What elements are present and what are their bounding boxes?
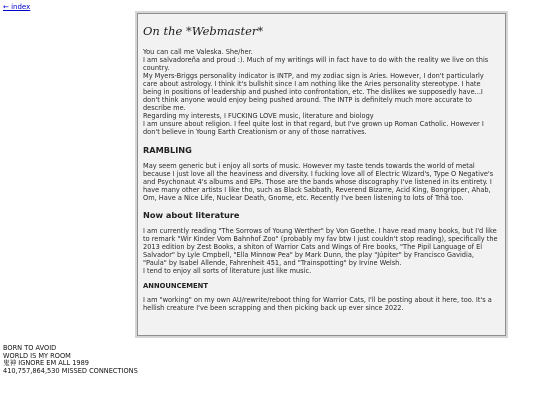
intro-line: I am unsure about religion. I feel quite lost in that regard, but I've grown up Roman Catholic. However I don't believe in Young Earth Creationism or any of those narratives. (143, 120, 484, 137)
rambling-text: May seem generic but i enjoy all sorts of music. However my taste tends towards the world of metal because I just love all the heaviness and diversity. I fucking love all of Electric Wizard's, Type O Negative's and Psychonaut 4's albums and EPs. Those are the bands whose discography I've listened in its entirety. I have many other artists I like tho, such as Black Sabbath, Reverend Bizarre, Acid King, Bongripper, Ahab, Om, Have a Nice Life, Nuclear Death, Gnome, etc. Recently I've been listening to lots of Trhä too. (143, 161, 494, 202)
back-to-index-link[interactable]: ← index (3, 3, 31, 11)
literature-text: I am currently reading "The Sorrows of Young Werther" by Von Goethe. I have read many books, but I'd like to remark "Wir Kinder Vom Bahnhof Zoo" (probably my fav btw I just couldn't stop reading), specifically the 2013 edition by Zest Books, a shiton of Warrior Cats and Wings of Fire books, "The Pipil Language of El Salvador" by Lyle Cmpbell, "Ella Minnow Pea" by Mark Dunn, the play "Júpiter" by Francisco Gavidia, "Paula" by Isabel Allende, Fahrenheit 451, and "Trainspotting" by Irvine Welsh. (143, 226, 498, 267)
literature-text: I tend to enjoy all sorts of literature just like music. (143, 266, 312, 275)
footer-line: 410,757,864,530 MISSED CONNECTIONS (3, 367, 138, 376)
footer-slogans (3, 345, 138, 376)
page-title: On the *Webmaster* (143, 24, 264, 38)
intro-line: I am salvadoreña and proud :). Much of my writings will in fact have to do with the reality we live on this country. (143, 56, 489, 73)
footer-line: 鬼神 IGNORE EM ALL 1989 (3, 359, 89, 368)
footer-line: BORN TO AVOID (3, 344, 57, 352)
webmaster-about-panel (137, 13, 506, 336)
intro-line: My Myers-Briggs personality indicator is INTP, and my zodiac sign is Aries. However, I don't particularly care about astrology. I think it's bullshit since I am nothing like the Aries personality stereotype. I hate being in positions of leadership and pushed into confrontation, etc. The dislikes we supposedly have...I don't think anyone would enjoy being pushed around. The INTP is definitely much more accurate to describe me. (143, 72, 484, 113)
literature-heading: Now about literature (143, 209, 240, 220)
announcement-heading: ANNOUNCEMENT (143, 282, 208, 291)
intro-line: You can call me Valeska. She/her. (143, 48, 253, 56)
intro-line: Regarding my interests, I FUCKING LOVE music, literature and biology (143, 112, 374, 121)
footer-line: WORLD IS MY ROOM (3, 351, 71, 360)
rambling-heading: RAMBLING (143, 144, 192, 155)
announcement-text: I am "working" on my own AU/rewrite/reboot thing for Warrior Cats, I'll be posting about it here, too. It's a hellish creature I've been scrapping and then picking back up ever since 2022. (143, 296, 492, 313)
